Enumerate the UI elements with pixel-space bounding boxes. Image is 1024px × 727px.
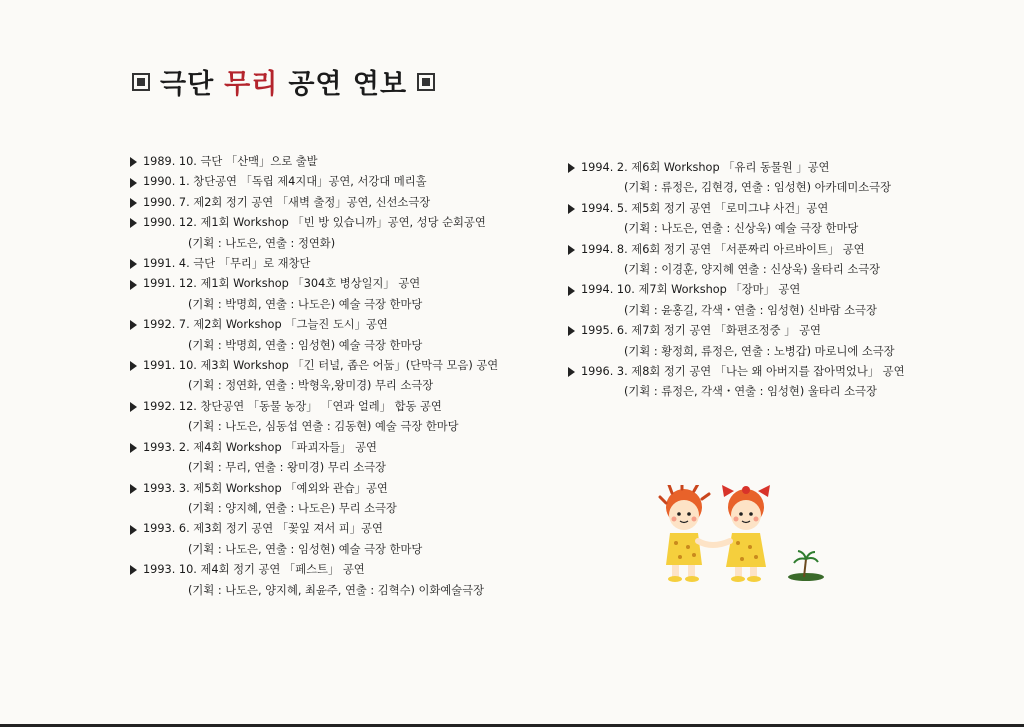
timeline-entry [130,193,550,213]
entry-main-line [130,213,550,233]
timeline-entry [130,356,550,397]
entry-main-text: 1991. 12. 제1회 Workshop 「304호 병상일지」 공연 [143,277,421,291]
timeline-entry [568,158,928,199]
triangle-bullet-icon [130,443,137,453]
timeline-entry [130,438,550,479]
triangle-bullet-icon [130,259,137,269]
entry-detail-text: (기획 : 나도은, 연출 : 임성현) 예술 극장 한마당 [188,542,423,556]
entry-detail-text: (기획 : 류정은, 김현경, 연출 : 임성현) 아카데미소극장 [624,181,892,195]
entry-detail-text: (기획 : 이경훈, 양지혜 연출 : 신상욱) 울타리 소극장 [624,263,881,277]
entry-main-text: 1990. 12. 제1회 Workshop 「빈 방 있습니까」공연, 성당 순회공연 [143,216,486,230]
boy-figure [660,485,709,582]
triangle-bullet-icon [568,163,575,173]
entry-main-line [130,193,550,213]
entry-main-text: 1993. 10. 제4회 정기 공연 「페스트」 공연 [143,563,365,577]
title-prefix: 극단 [160,69,215,100]
left-column [130,152,550,601]
triangle-bullet-icon [130,178,137,188]
triangle-bullet-icon [568,367,575,377]
triangle-bullet-icon [568,286,575,296]
entry-main-line [130,560,550,580]
entry-main-text: 1992. 7. 제2회 Workshop 「그늘진 도시」공연 [143,318,388,332]
page-title [132,62,435,101]
timeline-entry [568,362,928,403]
title-accent: 무리 [224,69,279,100]
entry-main-text: 1990. 1. 창단공연 「독립 제4지대」공연, 서강대 메리홀 [143,175,427,189]
timeline-entry [130,479,550,520]
entry-detail-text: (기획 : 윤홍길, 각색・연출 : 임성현) 신바람 소극장 [624,303,877,317]
triangle-bullet-icon [130,320,137,330]
triangle-bullet-icon [130,402,137,412]
entry-main-line [130,152,550,172]
entry-main-line [568,158,928,178]
entry-main-line [130,315,550,335]
entry-main-text: 1994. 5. 제5회 정기 공연 「로미그냐 사건」공연 [581,201,829,215]
cartoon-children-illustration [650,485,840,595]
entry-detail-text: (기획 : 정연화, 연출 : 박형욱,왕미경) 무리 소극장 [188,379,434,393]
entry-main-line [568,280,928,300]
entry-main-line [130,254,550,274]
triangle-bullet-icon [130,484,137,494]
timeline-entry [568,199,928,240]
timeline-entry [130,519,550,560]
triangle-bullet-icon [568,204,575,214]
triangle-bullet-icon [568,326,575,336]
entry-main-line [130,356,550,376]
entry-main-line [568,199,928,219]
entry-main-text: 1991. 4. 극단 「무리」로 재창단 [143,257,311,271]
entry-main-text: 1994. 2. 제6회 Workshop 「유리 동물원 」공연 [581,161,830,174]
square-bullet-icon [132,73,150,91]
entry-main-line [130,397,550,417]
square-bullet-icon [417,73,435,91]
entry-detail-text: (기획 : 나도은, 양지혜, 최윤주, 연출 : 김혁수) 이화예술극장 [188,583,485,597]
timeline-entry [568,280,928,321]
girl-figure [722,485,770,582]
triangle-bullet-icon [130,157,137,167]
triangle-bullet-icon [130,218,137,228]
triangle-bullet-icon [130,198,137,208]
entry-detail-text: (기획 : 박명희, 연출 : 나도은) 예술 극장 한마당 [188,297,423,311]
entry-main-text: 1993. 3. 제5회 Workshop 「예외와 관습」공연 [143,481,388,495]
triangle-bullet-icon [130,280,137,290]
entry-detail-text: (기획 : 류정은, 각색・연출 : 임성현) 울타리 소극장 [624,385,877,399]
entry-detail-text: (기획 : 양지혜, 연출 : 나도은) 무리 소극장 [188,501,397,515]
timeline-entry [130,213,550,254]
timeline-entry [130,315,550,356]
entry-detail-text: (기획 : 박명희, 연출 : 임성현) 예술 극장 한마당 [188,338,423,352]
entry-detail-text: (기획 : 나도은, 연출 : 정연화) [188,236,336,250]
triangle-bullet-icon [568,245,575,255]
entry-main-text: 1989. 10. 극단 「산맥」으로 출발 [143,155,318,168]
entry-detail-text: (기획 : 나도은, 심동섭 연출 : 김동현) 예술 극장 한마당 [188,420,459,434]
entry-main-line [130,519,550,539]
triangle-bullet-icon [130,565,137,575]
entry-main-text: 1994. 10. 제7회 Workshop 「장마」 공연 [581,283,801,297]
entry-main-line [130,479,550,499]
entry-main-line [130,172,550,192]
triangle-bullet-icon [130,525,137,535]
entry-main-line [568,362,928,382]
entry-detail-text: (기획 : 황정희, 류정은, 연출 : 노병갑) 마로니에 소극장 [624,344,895,358]
entry-main-text: 1995. 6. 제7회 정기 공연 「화편조정중 」 공연 [581,324,821,338]
entry-main-text: 1996. 3. 제8회 정기 공연 「나는 왜 아버지를 잡아먹었나」 공연 [581,365,905,379]
entry-main-text: 1991. 10. 제3회 Workshop 「긴 터널, 좁은 어둠」(단막극 모음) 공연 [143,359,499,373]
island-icon [788,551,824,581]
timeline-entry [130,254,550,274]
entry-main-text: 1992. 12. 창단공연 「동물 농장」 「연과 얼레」 합동 공연 [143,399,442,413]
entry-main-line [130,274,550,294]
entry-main-text: 1993. 2. 제4회 Workshop 「파괴자들」 공연 [143,440,377,454]
timeline-entry [130,172,550,192]
entry-main-text: 1990. 7. 제2회 정기 공연 「새벽 출정」공연, 신선소극장 [143,195,431,209]
timeline-entry [568,321,928,362]
timeline-entry [130,152,550,172]
title-suffix: 공연 연보 [288,69,408,100]
entry-main-line [568,321,928,341]
timeline-entry [130,397,550,438]
timeline-entry [568,240,928,281]
entry-detail-text: (기획 : 나도은, 연출 : 신상욱) 예술 극장 한마당 [624,222,859,236]
entry-main-text: 1993. 6. 제3회 정기 공연 「꽃잎 져서 피」공연 [143,522,383,536]
timeline-entry [130,274,550,315]
entry-main-line [130,438,550,458]
entry-detail-text: (기획 : 무리, 연출 : 왕미경) 무리 소극장 [188,461,386,475]
entry-main-line [568,240,928,260]
triangle-bullet-icon [130,361,137,371]
timeline-entry [130,560,550,601]
right-column [568,158,928,403]
entry-main-text: 1994. 8. 제6회 정기 공연 「서푼짜리 아르바이트」 공연 [581,242,865,256]
